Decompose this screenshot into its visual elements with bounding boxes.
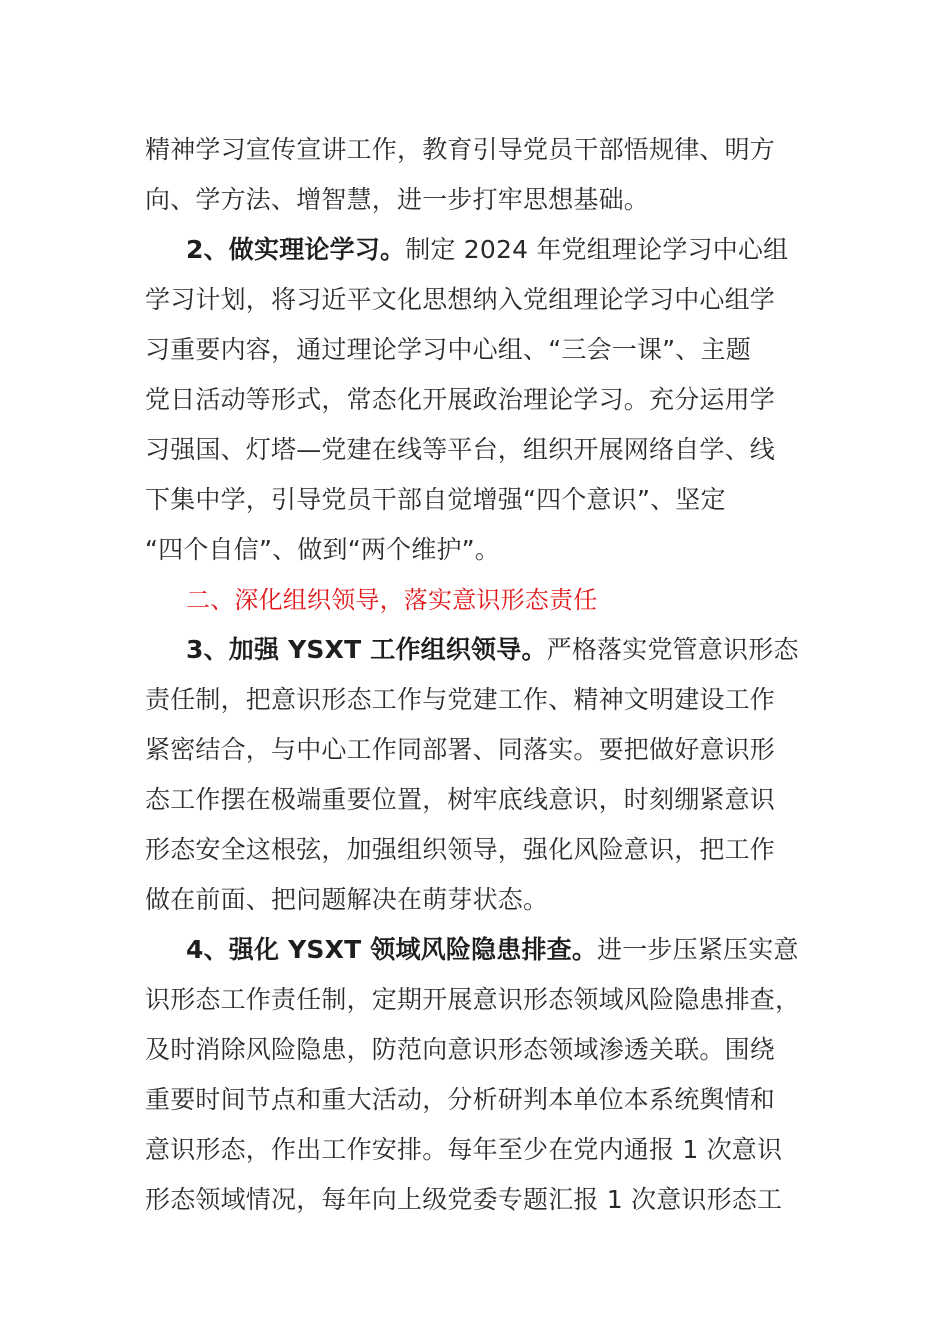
paragraph-line: 习强国、灯塔—党建在线等平台，组织开展网络自学、线 <box>145 435 776 464</box>
item-4-first-line <box>186 933 799 967</box>
section-heading: 二、深化组织领导，落实意识形态责任 <box>186 586 598 614</box>
paragraph-line: 精神学习宣传宣讲工作，教育引导党员干部悟规律、明方 <box>145 135 776 164</box>
item-3-first-line <box>186 633 799 667</box>
paragraph-line: 下集中学，引导党员干部自觉增强“四个意识”、坚定 <box>145 485 726 514</box>
item-2-first-line-text: 制定 2024 年党组理论学习中心组 <box>405 235 789 264</box>
paragraph-line: 向、学方法、增智慧，进一步打牢思想基础。 <box>145 185 650 214</box>
paragraph-line: 及时消除风险隐患，防范向意识形态领域渗透关联。围绕 <box>145 1035 776 1064</box>
paragraph-line: 重要时间节点和重大活动，分析研判本单位本系统舆情和 <box>145 1085 776 1114</box>
item-4-first-line-text: 进一步压紧压实意 <box>597 935 799 964</box>
item-3-first-line-text: 严格落实党管意识形态 <box>546 635 799 664</box>
paragraph-line: “四个自信”、做到“两个维护”。 <box>145 535 501 564</box>
paragraph-line: 紧密结合，与中心工作同部署、同落实。要把做好意识形 <box>145 735 776 764</box>
paragraph-line: 学习计划，将习近平文化思想纳入党组理论学习中心组学 <box>145 285 776 314</box>
item-2-lead: 2、做实理论学习。 <box>186 235 406 264</box>
paragraph-line: 识形态工作责任制，定期开展意识形态领域风险隐患排查， <box>145 985 801 1014</box>
paragraph-line: 做在前面、把问题解决在萌芽状态。 <box>145 885 549 914</box>
paragraph-line: 形态安全这根弦，加强组织领导，强化风险意识，把工作 <box>145 835 776 864</box>
item-4-lead: 4、强化 YSXT 领域风险隐患排查。 <box>186 935 598 964</box>
paragraph-line: 党日活动等形式，常态化开展政治理论学习。充分运用学 <box>145 385 776 414</box>
item-2-first-line <box>186 233 788 267</box>
paragraph-line: 习重要内容，通过理论学习中心组、“三会一课”、主题 <box>145 335 751 364</box>
paragraph-line: 态工作摆在极端重要位置，树牢底线意识，时刻绷紧意识 <box>145 785 776 814</box>
item-3-lead: 3、加强 YSXT 工作组织领导。 <box>186 635 547 664</box>
paragraph-line: 意识形态，作出工作安排。每年至少在党内通报 1 次意识 <box>145 1135 783 1164</box>
paragraph-line: 形态领域情况，每年向上级党委专题汇报 1 次意识形态工 <box>145 1185 783 1214</box>
paragraph-line: 责任制，把意识形态工作与党建工作、精神文明建设工作 <box>145 685 776 714</box>
